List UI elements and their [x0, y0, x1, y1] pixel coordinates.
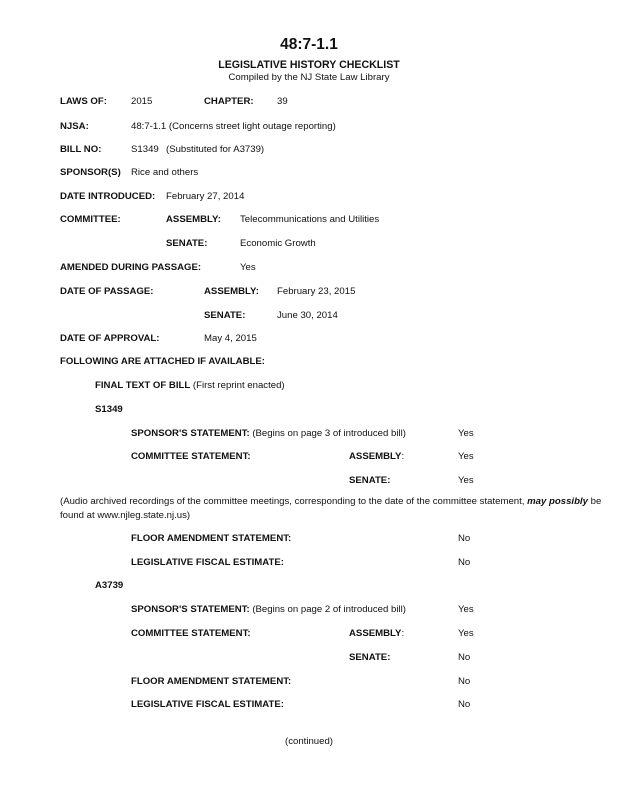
s1349-heading: S1349 — [95, 404, 123, 415]
a3739-sponsor-statement-line — [131, 604, 406, 616]
sponsors-value: Rice and others — [131, 167, 199, 178]
date-of-approval-label: DATE OF APPROVAL: — [60, 333, 160, 344]
statute-title: 48:7-1.1 — [280, 36, 338, 53]
s1349-assembly-line — [349, 451, 404, 463]
final-text-line — [95, 380, 285, 392]
njsa-label: NJSA: — [60, 121, 89, 132]
s1349-sponsor-statement-label: SPONSOR'S STATEMENT: — [131, 428, 250, 439]
passage-assembly-value: February 23, 2015 — [277, 286, 356, 297]
committee-label: COMMITTEE: — [60, 214, 121, 225]
laws-of-label: LAWS OF: — [60, 96, 107, 107]
laws-of-value: 2015 — [131, 96, 153, 107]
a3739-assembly-line — [349, 628, 404, 640]
date-introduced-value: February 27, 2014 — [166, 191, 245, 202]
final-text-note: (First reprint enacted) — [192, 380, 285, 391]
audio-note-text-before: (Audio archived recordings of the committee meetings, corresponding to the date of the committee statement, — [60, 496, 528, 507]
s1349-assembly-colon: : — [401, 451, 405, 462]
s1349-committee-statement-label: COMMITTEE STATEMENT: — [131, 451, 251, 462]
passage-senate-label: SENATE: — [204, 310, 246, 321]
committee-assembly-value: Telecommunications and Utilities — [240, 214, 380, 225]
final-text-label: FINAL TEXT OF BILL — [95, 380, 191, 391]
s1349-assembly-value: Yes — [458, 451, 474, 462]
s1349-senate-value: Yes — [458, 475, 474, 486]
continued-footer: (continued) — [285, 736, 333, 747]
committee-senate-value: Economic Growth — [240, 238, 316, 249]
amended-label: AMENDED DURING PASSAGE: — [60, 262, 202, 273]
audio-note-emphasis: may possibly — [527, 496, 588, 507]
s1349-fiscal-estimate-label: LEGISLATIVE FISCAL ESTIMATE: — [131, 557, 284, 568]
passage-assembly-label: ASSEMBLY: — [204, 286, 259, 297]
date-of-passage-label: DATE OF PASSAGE: — [60, 286, 154, 297]
audio-archive-note — [60, 495, 605, 523]
date-introduced-label: DATE INTRODUCED: — [60, 191, 156, 202]
attached-heading: FOLLOWING ARE ATTACHED IF AVAILABLE: — [60, 356, 265, 367]
s1349-floor-amendment-value: No — [458, 533, 471, 544]
bill-no-value: S1349 — [131, 144, 159, 155]
a3739-heading: A3739 — [95, 580, 124, 591]
amended-value: Yes — [240, 262, 256, 273]
a3739-floor-amendment-value: No — [458, 676, 471, 687]
committee-assembly-label: ASSEMBLY: — [166, 214, 221, 225]
s1349-sponsor-statement-value: Yes — [458, 428, 474, 439]
a3739-sponsor-statement-value: Yes — [458, 604, 474, 615]
compiled-by: Compiled by the NJ State Law Library — [228, 72, 390, 83]
bill-substituted-note: (Substituted for A3739) — [166, 144, 265, 155]
a3739-assembly-label: ASSEMBLY — [349, 628, 402, 639]
a3739-sponsor-statement-note: (Begins on page 2 of introduced bill) — [252, 604, 406, 615]
s1349-floor-amendment-label: FLOOR AMENDMENT STATEMENT: — [131, 533, 292, 544]
njsa-value: 48:7-1.1 (Concerns street light outage reporting) — [131, 121, 336, 132]
a3739-sponsor-statement-label: SPONSOR'S STATEMENT: — [131, 604, 250, 615]
sponsors-label: SPONSOR(S) — [60, 167, 121, 178]
s1349-senate-label: SENATE: — [349, 475, 391, 486]
s1349-sponsor-statement-note: (Begins on page 3 of introduced bill) — [252, 428, 406, 439]
chapter-value: 39 — [277, 96, 288, 107]
s1349-assembly-label: ASSEMBLY — [349, 451, 402, 462]
a3739-senate-label: SENATE: — [349, 652, 391, 663]
passage-senate-value: June 30, 2014 — [277, 310, 338, 321]
audio-note-text-after: be found at www.njleg.state.nj.us) — [60, 496, 602, 521]
a3739-assembly-colon: : — [401, 628, 405, 639]
chapter-label: CHAPTER: — [204, 96, 254, 107]
committee-senate-label: SENATE: — [166, 238, 208, 249]
bill-no-label: BILL NO: — [60, 144, 102, 155]
a3739-fiscal-estimate-value: No — [458, 699, 471, 710]
checklist-subtitle: LEGISLATIVE HISTORY CHECKLIST — [218, 59, 400, 71]
a3739-assembly-value: Yes — [458, 628, 474, 639]
a3739-floor-amendment-label: FLOOR AMENDMENT STATEMENT: — [131, 676, 292, 687]
a3739-senate-value: No — [458, 652, 471, 663]
s1349-sponsor-statement-line — [131, 428, 406, 440]
a3739-committee-statement-label: COMMITTEE STATEMENT: — [131, 628, 251, 639]
date-of-approval-value: May 4, 2015 — [204, 333, 257, 344]
a3739-fiscal-estimate-label: LEGISLATIVE FISCAL ESTIMATE: — [131, 699, 284, 710]
s1349-fiscal-estimate-value: No — [458, 557, 471, 568]
